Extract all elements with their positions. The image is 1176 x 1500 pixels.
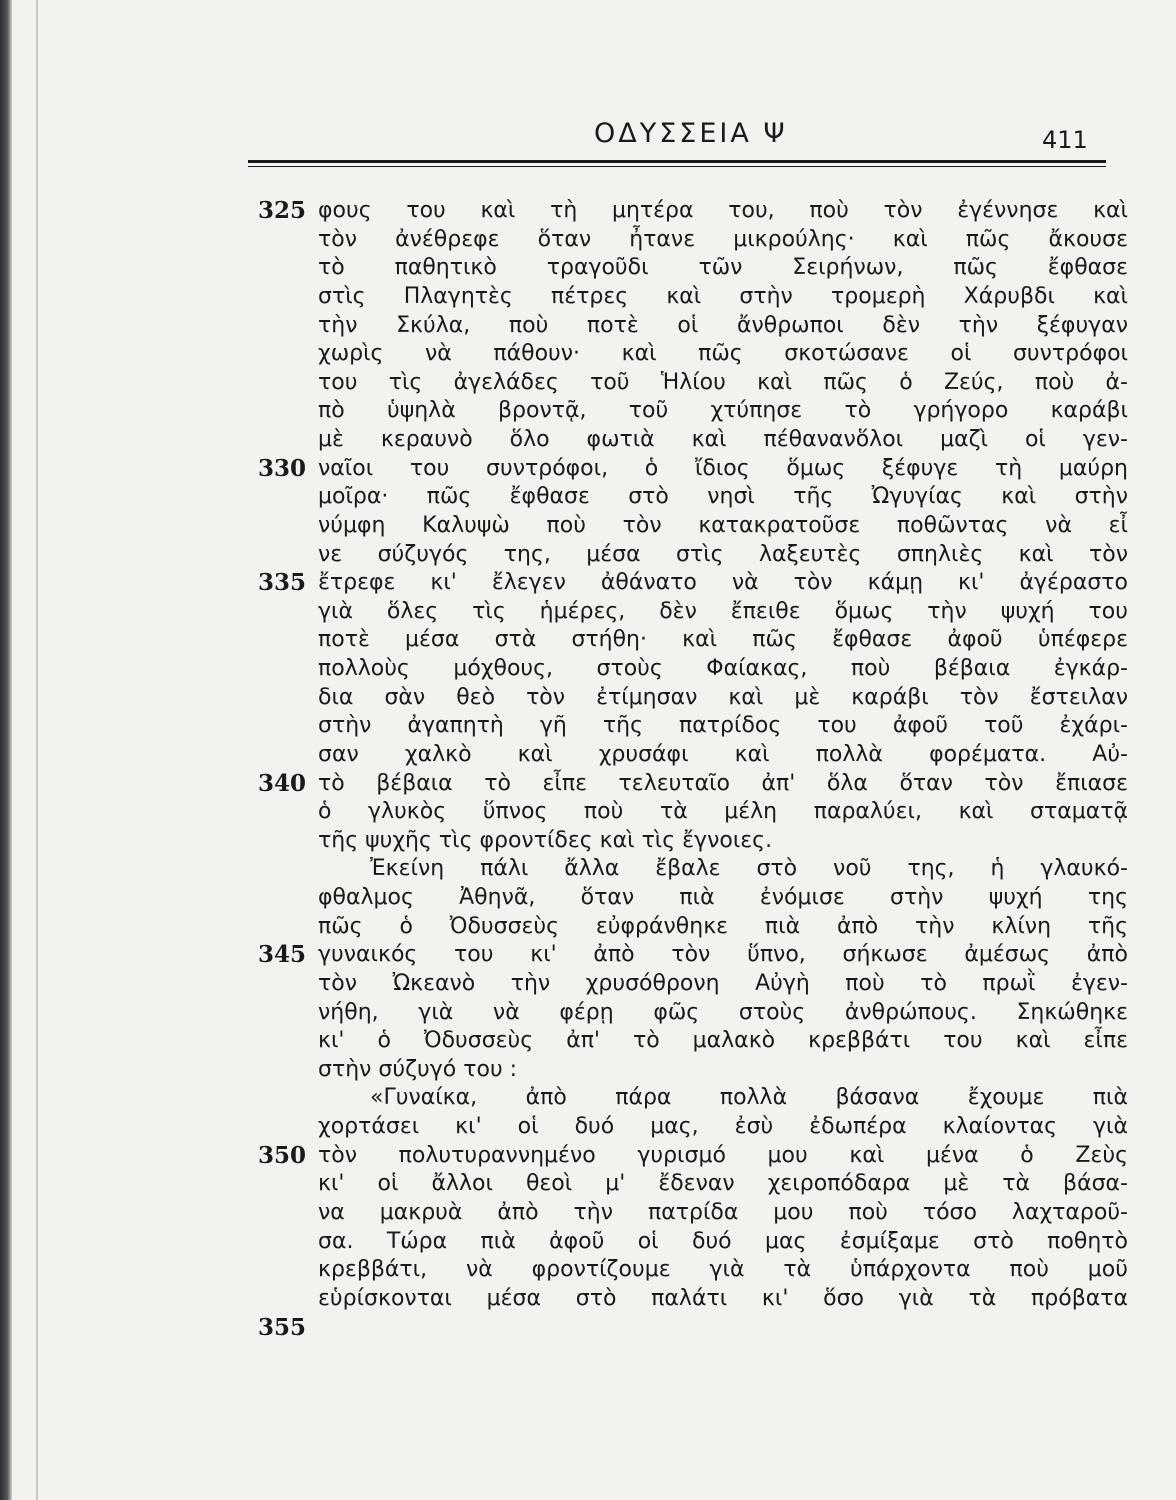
- text-line: πολλοὺς μόχθους, στοὺς Φαίακας, ποὺ βέβαια ἐγκάρ-: [318, 656, 1128, 681]
- text-line: τὸν ἀνέθρεφε ὅταν ἦτανε μικρούλης· καὶ πῶς ἄκουσε: [318, 226, 1128, 252]
- text-line: γιὰ ὅλες τὶς ἡμέρες, δὲν ἔπειθε ὅμως τὴν ψυχή του: [318, 598, 1128, 624]
- text-line: ποτὲ μέσα στὰ στήθη· καὶ πῶς ἔφθασε ἀφοῦ ὑπέφερε: [318, 627, 1128, 653]
- text-line: τὸ βέβαια τὸ εἶπε τελευταῖο ἀπ' ὅλα ὅταν τὸν ἔπιασε: [318, 770, 1128, 796]
- text-line: Ἐκείνη πάλι ἄλλα ἔβαλε στὸ νοῦ της, ἡ γλαυκό-: [370, 856, 1128, 882]
- text-line: εὑρίσκονται μέσα στὸ παλάτι κι' ὅσο γιὰ τὰ πρόβατα: [318, 1285, 1128, 1311]
- line-number: 345: [258, 941, 307, 969]
- text-line: γυναικός του κι' ἀπὸ τὸν ὕπνο, σήκωσε ἀμέσως ἀπὸ: [318, 942, 1128, 968]
- text-line: «Γυναίκα, ἀπὸ πάρα πολλὰ βάσανα ἔχουμε πιὰ: [370, 1085, 1128, 1111]
- text-line: χωρὶς νὰ πάθουν· καὶ πῶς σκοτώσανε οἱ συντρόφοι: [318, 341, 1128, 367]
- line-number: 340: [258, 769, 307, 797]
- text-line: κι' οἱ ἄλλοι θεοὶ μ' ἔδεναν χειροπόδαρα μὲ τὰ βάσα-: [318, 1171, 1128, 1197]
- text-line: μοῖρα· πῶς ἔφθασε στὸ νησὶ τῆς Ὠγυγίας καὶ στὴν: [318, 484, 1128, 510]
- body-text: [318, 197, 1128, 1313]
- text-line: του τὶς ἀγελάδες τοῦ Ἡλίου καὶ πῶς ὁ Ζεύς, ποὺ ἀ-: [318, 369, 1128, 395]
- text-line: σα. Τώρα πιὰ ἀφοῦ οἱ δυό μας ἐσμίξαμε στὸ ποθητὸ: [318, 1228, 1128, 1254]
- text-line: νύμφη Καλυψὼ ποὺ τὸν κατακρατοῦσε ποθῶντας νὰ εἶ: [318, 512, 1128, 538]
- text-line: να μακρυὰ ἀπὸ τὴν πατρίδα μου ποὺ τόσο λαχταροῦ-: [318, 1199, 1128, 1225]
- text-line: χορτάσει κι' οἱ δυό μας, ἐσὺ ἐδωπέρα κλαίοντας γιὰ: [318, 1114, 1128, 1139]
- text-line: δια σὰν θεὸ τὸν ἐτίμησαν καὶ μὲ καράβι τὸν ἔστειλαν: [318, 684, 1128, 710]
- text-line: στὶς Πλαγητὲς πέτρες καὶ στὴν τρομερὴ Χάρυβδι καὶ: [318, 283, 1128, 309]
- text-line: σαν χαλκὸ καὶ χρυσάφι καὶ πολλὰ φορέματα. Αὐ-: [318, 741, 1128, 767]
- line-number: 330: [258, 454, 307, 482]
- page-fold-line: [36, 0, 38, 1500]
- text-line: τῆς ψυχῆς τὶς φροντίδες καὶ τὶς ἔγνοιες.: [318, 827, 773, 853]
- text-line: φθαλμος Ἀθηνᾶ, ὅταν πιὰ ἐνόμισε στὴν ψυχή της: [318, 885, 1128, 910]
- text-line: νε σύζυγός της, μέσα στὶς λαξευτὲς σπηλιὲς καὶ τὸν: [318, 541, 1128, 567]
- page-binding-edge: [0, 0, 12, 1500]
- text-line: νήθη, γιὰ νὰ φέρῃ φῶς στοὺς ἀνθρώπους. Σηκώθηκε: [318, 999, 1128, 1025]
- text-line: στὴν σύζυγό του :: [318, 1056, 518, 1082]
- text-line: στὴν ἀγαπητὴ γῆ τῆς πατρίδος του ἀφοῦ τοῦ ἐχάρι-: [318, 713, 1128, 739]
- header-rule-thin: [248, 166, 1106, 167]
- text-line: μὲ κεραυνὸ ὅλο φωτιὰ καὶ πέθανανὅλοι μαζὶ οἱ γεν-: [318, 427, 1128, 452]
- text-line: ναῖοι του συντρόφοι, ὁ ἴδιος ὅμως ξέφυγε τὴ μαύρη: [318, 455, 1128, 481]
- text-line: τὸν Ὠκεανὸ τὴν χρυσόθρονη Αὐγὴ ποὺ τὸ πρωῒ ἐγεν-: [318, 970, 1128, 996]
- text-line: ὁ γλυκὸς ὕπνος ποὺ τὰ μέλη παραλύει, καὶ σταματᾷ: [318, 799, 1128, 825]
- text-line: τὸν πολυτυραννημένο γυρισμό μου καὶ μένα ὁ Ζεὺς: [318, 1142, 1128, 1168]
- header-rule-thick: [248, 160, 1106, 163]
- line-number: 335: [258, 569, 307, 597]
- text-line: πῶς ὁ Ὀδυσσεὺς εὐφράνθηκε πιὰ ἀπὸ τὴν κλίνη τῆς: [318, 913, 1128, 939]
- text-line: ἔτρεφε κι' ἔλεγεν ἀθάνατο νὰ τὸν κάμῃ κι' ἀγέραστο: [318, 570, 1128, 596]
- line-number: 325: [258, 197, 307, 224]
- text-line: πὸ ὑψηλὰ βροντᾷ, τοῦ χτύπησε τὸ γρήγορο καράβι: [318, 398, 1128, 424]
- line-number: 350: [258, 1141, 307, 1169]
- text-line: τὸ παθητικὸ τραγοῦδι τῶν Σειρήνων, πῶς ἔφθασε: [318, 255, 1128, 281]
- text-line: κρεββάτι, νὰ φροντίζουμε γιὰ τὰ ὑπάρχοντα ποὺ μοῦ: [318, 1257, 1128, 1283]
- page-number: 411: [1042, 126, 1088, 154]
- text-line: φους του καὶ τὴ μητέρα του, ποὺ τὸν ἐγέννησε καὶ: [318, 198, 1128, 223]
- text-line: τὴν Σκύλα, ποὺ ποτὲ οἱ ἄνθρωποι δὲν τὴν ξέφυγαν: [318, 312, 1128, 338]
- text-line: κι' ὁ Ὀδυσσεὺς ἀπ' τὸ μαλακὸ κρεββάτι του καὶ εἶπε: [318, 1028, 1128, 1054]
- running-head-title: ΟΔΥΣΣΕΙΑ Ψ: [594, 118, 788, 149]
- line-number: 355: [258, 1313, 307, 1341]
